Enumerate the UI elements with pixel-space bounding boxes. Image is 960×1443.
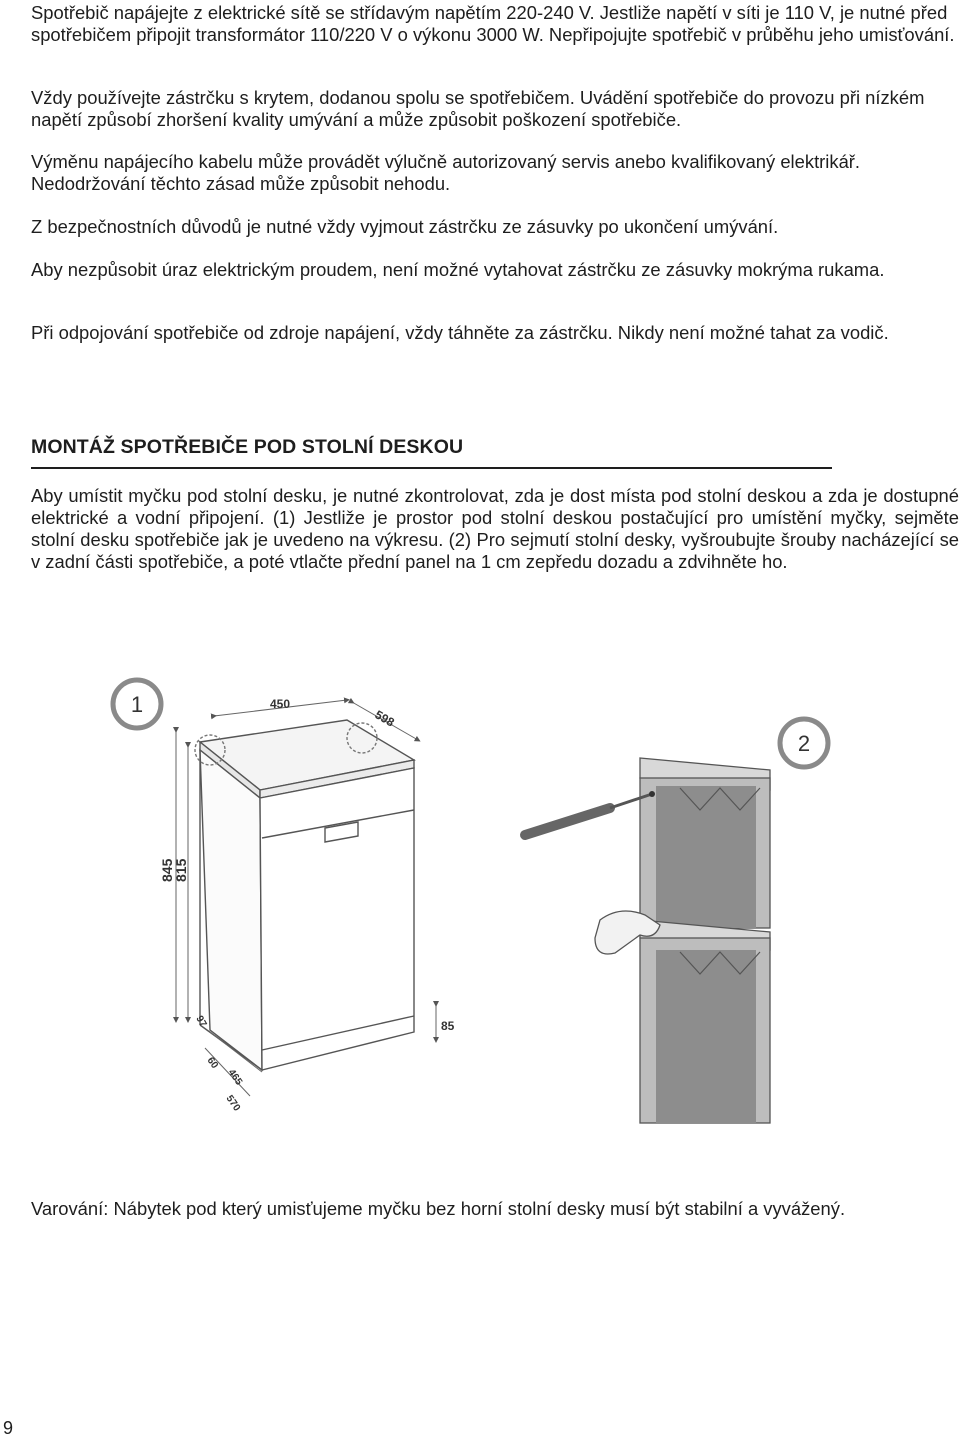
page-number: 9 — [3, 1418, 14, 1438]
warning-text: Varování: Nábytek pod který umisťujeme myčku bez horní stolní desky musí být stabilní a vyvážený. — [31, 1198, 846, 1219]
detail-lift-panel — [595, 911, 770, 1123]
paragraph-unplug-after-wash: Z bezpečnostních důvodů je nutné vždy vyjmout zástrčku ze zásuvky po ukončení umývání. — [31, 216, 779, 237]
dim-foot-label: 97 — [193, 1014, 209, 1030]
paragraph-installation: Aby umístit myčku pod stolní desku, je nutné zkontrolovat, zda je dost místa pod stolní deskou a zda je dostupné elektrické a vodní připojení. (1) Jestliže je prostor pod stolní deskou postačující pro umístění myčky, sejměte stolní desku spotřebiče jak je uvedeno na výkresu. (2) Pro sejmutí stolní desky, vyšroubujte šrouby nacházející se v zadní části spotřebiče, a poté vtlačte přední panel na 1 cm zepředu dozadu a zdvihněte ho. — [31, 485, 959, 572]
paragraph-pull-plug: Při odpojování spotřebiče od zdroje napájení, vždy táhněte za zástrčku. Nikdy není možné tahat za vodič. — [31, 322, 889, 343]
dim-height-body-label: 815 — [173, 858, 189, 882]
step-1-label: 1 — [130, 692, 144, 717]
paragraph-wet-hands: Aby nezpůsobit úraz elektrickým proudem, není možné vytahovat zástrčku ze zásuvky mokrýma rukama. — [31, 259, 885, 280]
dim-base-c-label: 570 — [223, 1093, 243, 1114]
heading-underline — [31, 467, 832, 469]
dim-base-a-label: 60 — [204, 1055, 220, 1071]
dim-height-total-label: 845 — [159, 858, 175, 882]
paragraph-cable-replacement: Výměnu napájecího kabelu může provádět výlučně autorizovaný servis anebo kvalifikovaný elektrikář. Nedodržování těchto zásad může způsobit nehodu. — [31, 151, 861, 194]
installation-figure — [0, 620, 960, 1160]
step-1-badge — [113, 680, 161, 728]
paragraph-power-supply: Spotřebič napájejte z elektrické sítě se střídavým napětím 220-240 V. Jestliže napětí v síti je 110 V, je nutné před spotřebičem připojit transformátor 110/220 V o výkonu 3000 W. Nepřipojujte spotřebič v průběhu jeho umisťování. — [31, 2, 955, 45]
dim-plinth-label: 85 — [441, 1019, 455, 1033]
step-2-badge — [780, 719, 828, 767]
dim-depth-label: 598 — [372, 707, 397, 730]
dim-base-b-label: 465 — [225, 1067, 245, 1088]
paragraph-plug-cover: Vždy používejte zástrčku s krytem, dodanou spolu se spotřebičem. Uvádění spotřebiče do provozu při nízkém napětí způsobí zhoršení kvality umývání a může způsobit poškození spotřebiče. — [31, 87, 925, 130]
dim-width-label: 450 — [270, 697, 291, 711]
detail-screwdriver — [525, 758, 770, 928]
section-heading: MONTÁŽ SPOTŘEBIČE POD STOLNÍ DESKOU — [31, 436, 464, 458]
step-2-label: 2 — [797, 731, 811, 756]
dishwasher-drawing — [195, 720, 414, 1070]
